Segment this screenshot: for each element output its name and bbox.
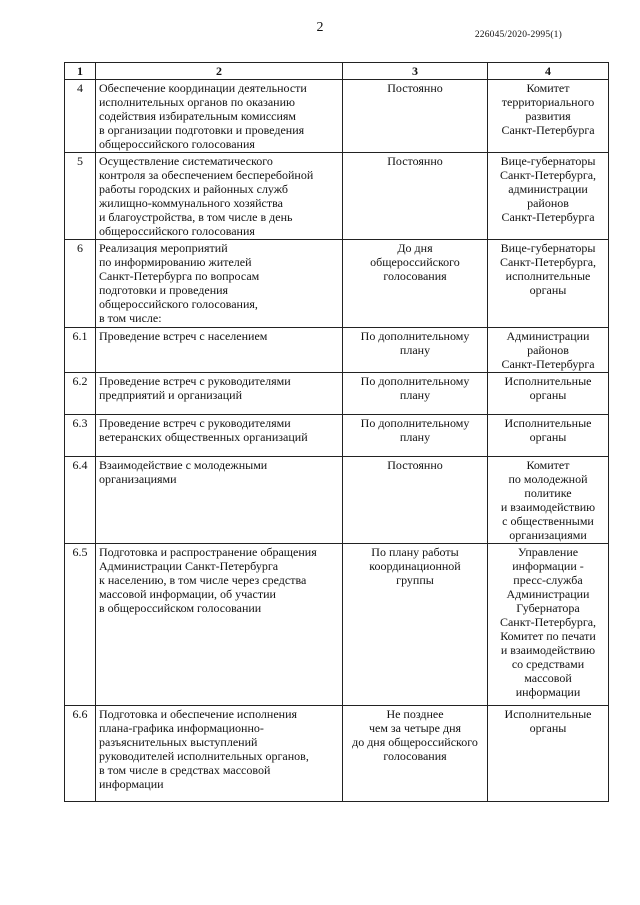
text-line: организациями (99, 472, 177, 486)
text-line: По дополнительному (360, 329, 470, 343)
text-line: Санкт-Петербурга, (499, 615, 597, 629)
text-line: в том числе: (99, 311, 162, 325)
text-line: органы (529, 721, 567, 735)
text-line: в организации подготовки и проведения (99, 123, 305, 137)
text-line: в том числе в средствах массовой (99, 763, 271, 777)
table-row (65, 373, 609, 415)
item-description (96, 706, 343, 802)
text-line: районов (527, 343, 569, 357)
item-responsible (488, 240, 609, 328)
column-header: 2 (96, 63, 343, 80)
text-line: плану (399, 343, 431, 357)
text-line: Администрации (506, 329, 590, 343)
item-deadline (343, 373, 488, 415)
text-line: и взаимодействию (500, 643, 596, 657)
text-line: исполнительные (505, 269, 591, 283)
column-header: 1 (65, 63, 96, 80)
item-responsible (488, 373, 609, 415)
text-line: организациями (509, 528, 587, 542)
text-line: По дополнительному (360, 416, 470, 430)
text-line: органы (529, 430, 567, 444)
text-line: Подготовка и обеспечение исполнения (99, 707, 298, 721)
text-line: Исполнительные (504, 707, 592, 721)
text-line: Комитет (526, 81, 570, 95)
text-line: развития (525, 109, 571, 123)
text-line: со средствами (511, 657, 585, 671)
item-description (96, 328, 343, 373)
text-line: общероссийского (370, 255, 460, 269)
text-line: жилищно-коммунального хозяйства (99, 196, 283, 210)
table-header-row (65, 63, 609, 80)
item-description (96, 457, 343, 544)
item-number: 6.4 (65, 457, 96, 544)
item-responsible (488, 706, 609, 802)
text-line: Губернатора (516, 601, 580, 615)
text-line: разъяснительных выступлений (99, 735, 258, 749)
text-line: исполнительных органов по оказанию (99, 95, 295, 109)
text-line: голосования (383, 269, 447, 283)
text-line: По дополнительному (360, 374, 470, 388)
item-deadline (343, 328, 488, 373)
table-row (65, 240, 609, 328)
text-line: плану (399, 388, 431, 402)
text-line: Комитет по печати (500, 629, 596, 643)
text-line: Взаимодействие с молодежными (99, 458, 268, 472)
text-line: Санкт-Петербурга по вопросам (99, 269, 260, 283)
item-responsible (488, 415, 609, 457)
text-line: ветеранских общественных организаций (99, 430, 308, 444)
text-line: Проведение встреч с руководителями (99, 374, 291, 388)
text-line: администрации (508, 182, 588, 196)
text-line: чем за четыре дня (368, 721, 462, 735)
text-line: Вице-губернаторы (500, 241, 596, 255)
item-number: 4 (65, 80, 96, 153)
item-number: 6.5 (65, 544, 96, 706)
table-row (65, 457, 609, 544)
item-responsible (488, 457, 609, 544)
text-line: По плану работы (371, 545, 459, 559)
item-description (96, 415, 343, 457)
text-line: контроля за обеспечением бесперебойной (99, 168, 314, 182)
text-line: Санкт-Петербурга (501, 210, 595, 224)
item-deadline (343, 415, 488, 457)
text-line: подготовки и проведения (99, 283, 229, 297)
text-line: Санкт-Петербурга (501, 123, 595, 137)
document-id: 226045/2020-2995(1) (474, 30, 562, 40)
text-line: Проведение встреч с населением (99, 329, 268, 343)
item-description (96, 80, 343, 153)
text-line: предприятий и организаций (99, 388, 242, 402)
item-description (96, 240, 343, 328)
table-row (65, 153, 609, 240)
text-line: голосования (383, 749, 447, 763)
text-line: Не позднее (386, 707, 444, 721)
text-line: информации (515, 685, 581, 699)
text-line: и взаимодействию (500, 500, 596, 514)
text-line: общероссийского голосования (99, 137, 255, 151)
text-line: общероссийского голосования, (99, 297, 258, 311)
text-line: Постоянно (387, 154, 443, 168)
text-line: информации - (512, 559, 584, 573)
text-line: работы городских и районных служб (99, 182, 289, 196)
text-line: группы (396, 573, 434, 587)
item-responsible (488, 328, 609, 373)
text-line: руководителей исполнительных органов, (99, 749, 309, 763)
text-line: плану (399, 430, 431, 444)
item-number: 6.6 (65, 706, 96, 802)
text-line: политике (524, 486, 572, 500)
item-description (96, 544, 343, 706)
text-line: информации (99, 777, 164, 791)
text-line: Обеспечение координации деятельности (99, 81, 307, 95)
table-row (65, 328, 609, 373)
text-line: массовой (524, 671, 572, 685)
item-deadline (343, 544, 488, 706)
item-deadline (343, 240, 488, 328)
column-header: 3 (343, 63, 488, 80)
text-line: Проведение встреч с руководителями (99, 416, 291, 430)
text-line: Осуществление систематического (99, 154, 273, 168)
item-deadline (343, 706, 488, 802)
text-line: координационной (369, 559, 461, 573)
text-line: содействия избирательным комиссиям (99, 109, 297, 123)
text-line: с общественными (502, 514, 594, 528)
item-deadline (343, 153, 488, 240)
column-header: 4 (488, 63, 609, 80)
item-number: 6 (65, 240, 96, 328)
text-line: Реализация мероприятий (99, 241, 228, 255)
text-line: массовой информации, об участии (99, 587, 276, 601)
text-line: Санкт-Петербурга, (499, 255, 597, 269)
item-responsible (488, 153, 609, 240)
text-line: Администрации (506, 587, 590, 601)
item-number: 5 (65, 153, 96, 240)
item-deadline (343, 80, 488, 153)
text-line: Постоянно (387, 458, 443, 472)
text-line: Подготовка и распространение обращения (99, 545, 317, 559)
text-line: к населению, в том числе через средства (99, 573, 307, 587)
text-line: Комитет (526, 458, 570, 472)
text-line: территориального (501, 95, 595, 109)
table-row (65, 544, 609, 706)
text-line: районов (527, 196, 569, 210)
text-line: Вице-губернаторы (500, 154, 596, 168)
text-line: пресс-служба (513, 573, 583, 587)
text-line: Постоянно (387, 81, 443, 95)
item-responsible (488, 80, 609, 153)
text-line: в общероссийском голосовании (99, 601, 262, 615)
item-number: 6.2 (65, 373, 96, 415)
plan-table (64, 62, 609, 802)
text-line: Исполнительные (504, 374, 592, 388)
page-number: 2 (316, 20, 324, 35)
item-description (96, 153, 343, 240)
text-line: Администрации Санкт-Петербурга (99, 559, 279, 573)
text-line: органы (529, 388, 567, 402)
text-line: и благоустройства, в том числе в день (99, 210, 293, 224)
text-line: Управление (517, 545, 579, 559)
text-line: плана-графика информационно- (99, 721, 264, 735)
table-row (65, 415, 609, 457)
text-line: До дня (397, 241, 433, 255)
item-description (96, 373, 343, 415)
text-line: по молодежной (508, 472, 588, 486)
text-line: органы (529, 283, 567, 297)
text-line: общероссийского голосования (99, 224, 255, 238)
item-number: 6.1 (65, 328, 96, 373)
item-number: 6.3 (65, 415, 96, 457)
text-line: Санкт-Петербурга (501, 357, 595, 371)
item-deadline (343, 457, 488, 544)
text-line: Санкт-Петербурга, (499, 168, 597, 182)
table-row (65, 80, 609, 153)
text-line: Исполнительные (504, 416, 592, 430)
table-row (65, 706, 609, 802)
text-line: по информированию жителей (99, 255, 252, 269)
item-responsible (488, 544, 609, 706)
text-line: до дня общероссийского (352, 735, 478, 749)
